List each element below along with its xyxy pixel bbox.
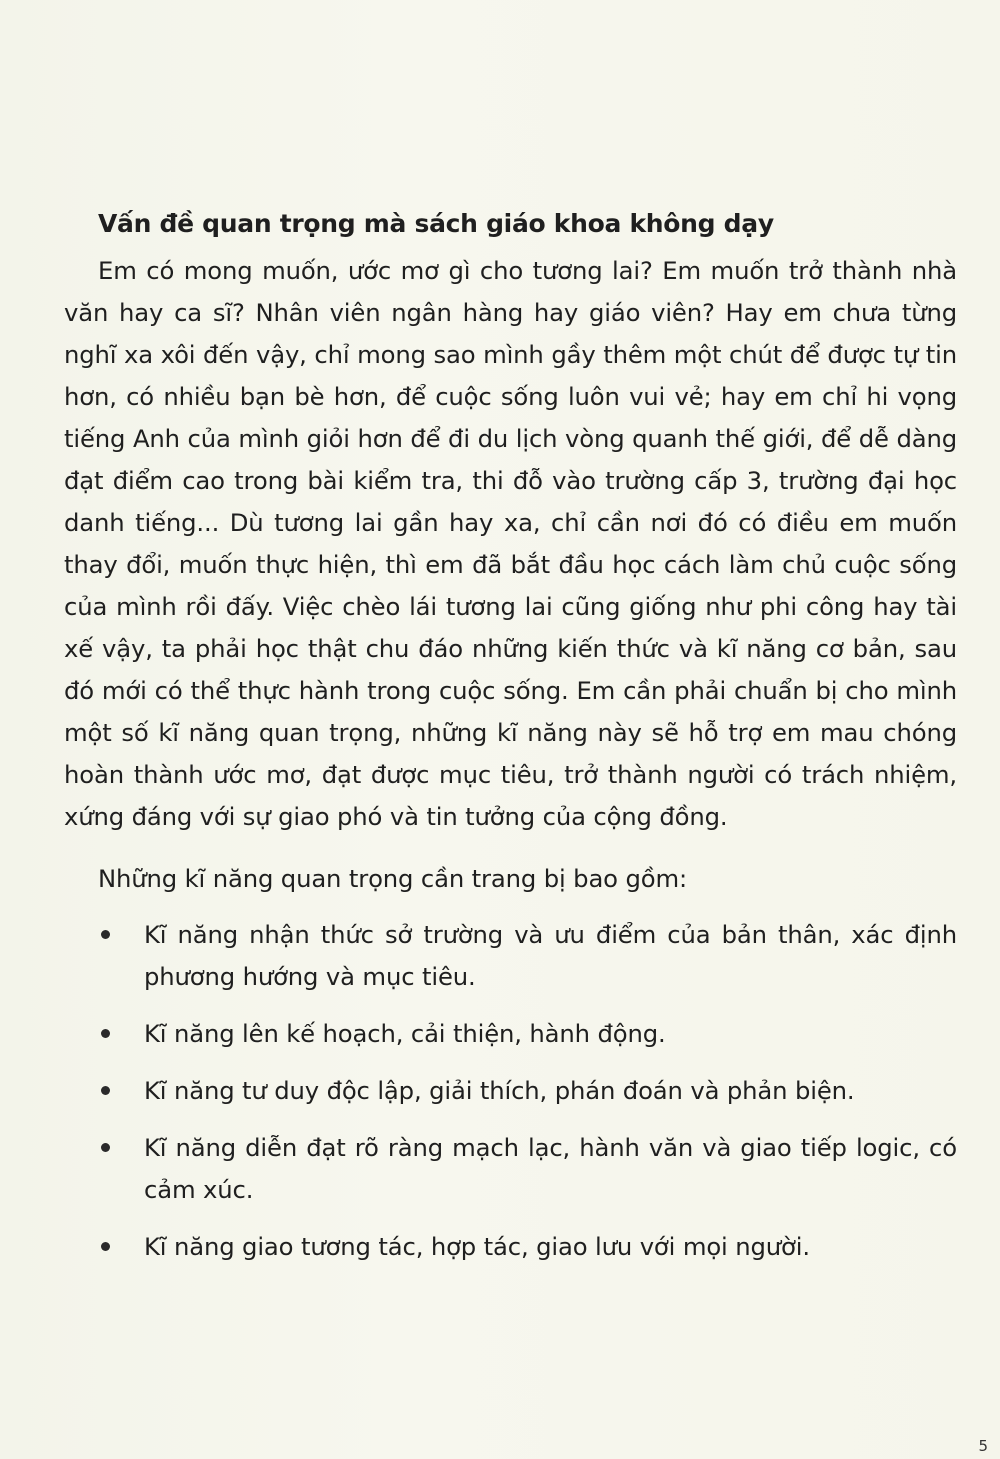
list-item <box>64 914 957 998</box>
skills-list <box>64 914 957 1268</box>
list-item <box>64 1070 957 1112</box>
skills-intro: Những kĩ năng quan trọng cần trang bị bao gồm: <box>98 864 688 893</box>
body-paragraph: Em có mong muốn, ước mơ gì cho tương lai? Em muốn trở thành nhà văn hay ca sĩ? Nhân viên ngân hàng hay giáo viên? Hay em chưa từng nghĩ xa xôi đến vậy, chỉ mong sao mình gầy thêm một chút để được tự tin hơn, có nhiều bạn bè hơn, để cuộc sống luôn vui vẻ; hay em chỉ hi vọng tiếng Anh của mình giỏi hơn để đi du lịch vòng quanh thế giới, để dễ dàng đạt điểm cao trong bài kiểm tra, thi đỗ vào trường cấp 3, trường đại học danh tiếng... Dù tương lai gần hay xa, chỉ cần nơi đó có điều em muốn thay đổi, muốn thực hiện, thì em đã bắt đầu học cách làm chủ cuộc sống của mình rồi đấy. Việc chèo lái tương lai cũng giống như phi công hay tài xế vậy, ta phải học thật chu đáo những kiến thức và kĩ năng cơ bản, sau đó mới có thể thực hành trong cuộc sống. Em cần phải chuẩn bị cho mình một số kĩ năng quan trọng, những kĩ năng này sẽ hỗ trợ em mau chóng hoàn thành ước mơ, đạt được mục tiêu, trở thành người có trách nhiệm, xứng đáng với sự giao phó và tin tưởng của cộng đồng. <box>64 256 957 831</box>
list-item <box>64 1127 957 1211</box>
page-content <box>64 202 957 1283</box>
bullet-icon <box>101 1029 110 1038</box>
list-item-text: Kĩ năng nhận thức sở trường và ưu điểm của bản thân, xác định phương hướng và mục tiêu. <box>144 920 957 991</box>
bullet-icon <box>101 1086 110 1095</box>
bullet-icon <box>101 1242 110 1251</box>
list-item-text: Kĩ năng lên kế hoạch, cải thiện, hành động. <box>144 1019 666 1048</box>
list-item <box>64 1013 957 1055</box>
bullet-icon <box>101 930 110 939</box>
list-item-text: Kĩ năng giao tương tác, hợp tác, giao lưu với mọi người. <box>144 1232 810 1261</box>
list-item <box>64 1226 957 1268</box>
bullet-icon <box>101 1143 110 1152</box>
list-item-text: Kĩ năng tư duy độc lập, giải thích, phán đoán và phản biện. <box>144 1076 855 1105</box>
section-heading: Vấn đề quan trọng mà sách giáo khoa không dạy <box>98 209 774 238</box>
page-number: 5 <box>978 1437 988 1455</box>
list-item-text: Kĩ năng diễn đạt rõ ràng mạch lạc, hành văn và giao tiếp logic, có cảm xúc. <box>144 1133 957 1204</box>
